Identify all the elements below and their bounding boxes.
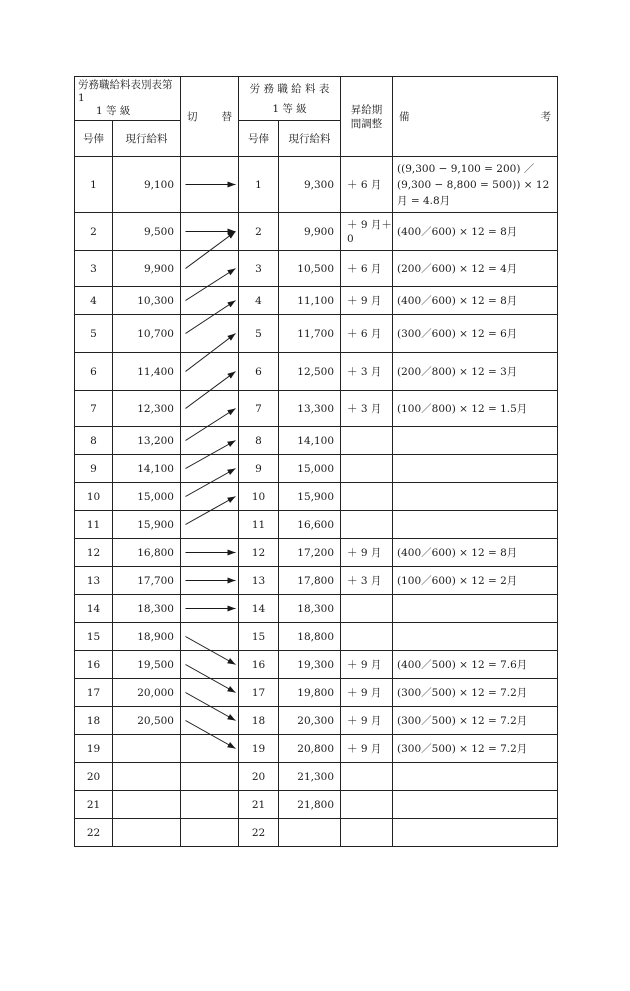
new-pay-cell: 16,600 (279, 511, 341, 539)
note-cell: (400／600) × 12 = 8月 (393, 287, 558, 315)
note-cell (393, 763, 558, 791)
switch-label-right: 替 (221, 111, 232, 123)
new-no-cell: 8 (239, 427, 279, 455)
adjust-cell: ＋ 9 月 (341, 651, 393, 679)
new-pay-cell: 20,800 (279, 735, 341, 763)
old-no-cell: 20 (75, 763, 113, 791)
old-pay-cell (113, 791, 181, 819)
adjust-cell: ＋ 9 月 (341, 735, 393, 763)
new-no-cell: 9 (239, 455, 279, 483)
adjust-cell (341, 623, 393, 651)
adjust-header-line1: 昇給期 (350, 103, 383, 116)
new-pay-cell: 14,100 (279, 427, 341, 455)
old-no-header: 号俸 (75, 121, 113, 157)
old-no-cell: 17 (75, 679, 113, 707)
new-pay-cell: 12,500 (279, 353, 341, 391)
salary-switch-table-container (74, 76, 557, 847)
switch-cell (181, 735, 239, 763)
salary-switch-table (74, 76, 558, 847)
adjust-cell: ＋ 9 月＋0 (341, 213, 393, 251)
switch-cell (181, 819, 239, 847)
new-pay-cell: 11,700 (279, 315, 341, 353)
old-pay-header: 現行給料 (113, 121, 181, 157)
old-no-cell: 12 (75, 539, 113, 567)
new-no-cell: 3 (239, 251, 279, 287)
table-row (75, 623, 558, 651)
adjust-cell (341, 791, 393, 819)
old-pay-cell (113, 735, 181, 763)
old-pay-cell: 11,400 (113, 353, 181, 391)
old-pay-cell: 10,700 (113, 315, 181, 353)
table-row (75, 391, 558, 427)
table-row (75, 707, 558, 735)
adjust-cell: ＋ 9 月 (341, 287, 393, 315)
old-no-cell: 15 (75, 623, 113, 651)
new-pay-cell: 17,800 (279, 567, 341, 595)
old-pay-cell: 14,100 (113, 455, 181, 483)
new-pay-cell: 13,300 (279, 391, 341, 427)
old-pay-cell: 17,700 (113, 567, 181, 595)
old-no-cell: 1 (75, 157, 113, 213)
old-no-cell: 9 (75, 455, 113, 483)
header-row-1 (75, 77, 558, 121)
new-pay-cell (279, 819, 341, 847)
new-no-cell: 22 (239, 819, 279, 847)
new-no-header: 号俸 (239, 121, 279, 157)
remarks-label-left: 備 (399, 111, 410, 123)
table-row (75, 567, 558, 595)
adjust-cell: ＋ 9 月 (341, 679, 393, 707)
new-no-cell: 17 (239, 679, 279, 707)
new-no-cell: 11 (239, 511, 279, 539)
switch-cell (181, 455, 239, 483)
old-no-cell: 13 (75, 567, 113, 595)
old-pay-cell: 18,300 (113, 595, 181, 623)
new-no-cell: 21 (239, 791, 279, 819)
remarks-label-right: 考 (540, 111, 552, 123)
old-no-cell: 14 (75, 595, 113, 623)
old-pay-cell (113, 763, 181, 791)
adjust-cell: ＋ 6 月 (341, 315, 393, 353)
new-no-cell: 6 (239, 353, 279, 391)
note-cell: (300／500) × 12 = 7.2月 (393, 735, 558, 763)
salary-rows (75, 157, 558, 847)
table-row (75, 679, 558, 707)
new-no-cell: 14 (239, 595, 279, 623)
old-no-cell: 21 (75, 791, 113, 819)
new-no-cell: 13 (239, 567, 279, 595)
new-no-cell: 20 (239, 763, 279, 791)
switch-cell (181, 595, 239, 623)
note-cell (393, 427, 558, 455)
new-pay-cell: 21,800 (279, 791, 341, 819)
old-no-cell: 18 (75, 707, 113, 735)
table-row (75, 251, 558, 287)
old-pay-cell: 9,100 (113, 157, 181, 213)
note-cell (393, 819, 558, 847)
adjust-cell (341, 511, 393, 539)
adjust-cell: ＋ 3 月 (341, 391, 393, 427)
new-pay-cell: 20,300 (279, 707, 341, 735)
table-row (75, 287, 558, 315)
switch-cell (181, 213, 239, 251)
new-no-cell: 1 (239, 157, 279, 213)
table-row (75, 427, 558, 455)
table-row (75, 157, 558, 213)
switch-cell (181, 251, 239, 287)
new-table-title-cell (239, 77, 341, 121)
note-cell: (200／800) × 12 = 3月 (393, 353, 558, 391)
table-row (75, 353, 558, 391)
old-pay-cell: 9,500 (113, 213, 181, 251)
new-pay-cell: 19,300 (279, 651, 341, 679)
new-no-cell: 7 (239, 391, 279, 427)
old-pay-cell: 15,000 (113, 483, 181, 511)
new-pay-header: 現行給料 (279, 121, 341, 157)
note-cell (393, 511, 558, 539)
switch-cell (181, 353, 239, 391)
old-pay-cell: 9,900 (113, 251, 181, 287)
note-cell: (100／600) × 12 = 2月 (393, 567, 558, 595)
table-row (75, 651, 558, 679)
table-row (75, 213, 558, 251)
remarks-header (393, 77, 558, 157)
new-no-cell: 4 (239, 287, 279, 315)
table-row (75, 483, 558, 511)
old-table-title: 労務職給料表別表第1 (78, 79, 173, 104)
old-pay-cell: 13,200 (113, 427, 181, 455)
new-no-cell: 12 (239, 539, 279, 567)
old-no-cell: 4 (75, 287, 113, 315)
switch-cell (181, 707, 239, 735)
note-cell: ((9,300 − 9,100 = 200) ／(9,300 − 8,800 = 500)) × 12月 = 4.8月 (393, 157, 558, 213)
new-pay-cell: 9,300 (279, 157, 341, 213)
old-pay-cell: 16,800 (113, 539, 181, 567)
table-row (75, 539, 558, 567)
new-pay-cell: 18,300 (279, 595, 341, 623)
new-no-cell: 10 (239, 483, 279, 511)
switch-cell (181, 315, 239, 353)
old-no-cell: 7 (75, 391, 113, 427)
switch-cell (181, 539, 239, 567)
old-pay-cell: 10,300 (113, 287, 181, 315)
old-no-cell: 3 (75, 251, 113, 287)
new-pay-cell: 15,900 (279, 483, 341, 511)
note-cell: (300／500) × 12 = 7.2月 (393, 679, 558, 707)
adjust-cell: ＋ 9 月 (341, 539, 393, 567)
table-row (75, 511, 558, 539)
table-row (75, 819, 558, 847)
old-no-cell: 19 (75, 735, 113, 763)
table-row (75, 595, 558, 623)
new-pay-cell: 19,800 (279, 679, 341, 707)
adjust-cell: ＋ 9 月 (341, 707, 393, 735)
note-cell: (400／600) × 12 = 8月 (393, 213, 558, 251)
old-no-cell: 5 (75, 315, 113, 353)
note-cell: (300／600) × 12 = 6月 (393, 315, 558, 353)
new-no-cell: 15 (239, 623, 279, 651)
table-row (75, 315, 558, 353)
adjust-cell: ＋ 6 月 (341, 157, 393, 213)
note-cell (393, 791, 558, 819)
switch-header (181, 77, 239, 157)
new-pay-cell: 9,900 (279, 213, 341, 251)
adjust-cell: ＋ 3 月 (341, 353, 393, 391)
adjust-cell: ＋ 6 月 (341, 251, 393, 287)
adjust-header (341, 77, 393, 157)
switch-cell (181, 427, 239, 455)
switch-cell (181, 391, 239, 427)
note-cell: (200／600) × 12 = 4月 (393, 251, 558, 287)
new-pay-cell: 17,200 (279, 539, 341, 567)
switch-cell (181, 679, 239, 707)
new-pay-cell: 21,300 (279, 763, 341, 791)
old-no-cell: 11 (75, 511, 113, 539)
table-row (75, 455, 558, 483)
old-no-cell: 16 (75, 651, 113, 679)
old-no-cell: 2 (75, 213, 113, 251)
adjust-cell: ＋ 3 月 (341, 567, 393, 595)
note-cell: (100／800) × 12 = 1.5月 (393, 391, 558, 427)
adjust-cell (341, 455, 393, 483)
note-cell: (400／600) × 12 = 8月 (393, 539, 558, 567)
switch-cell (181, 623, 239, 651)
table-row (75, 735, 558, 763)
new-pay-cell: 10,500 (279, 251, 341, 287)
old-pay-cell: 19,500 (113, 651, 181, 679)
note-cell (393, 483, 558, 511)
switch-cell (181, 791, 239, 819)
switch-cell (181, 651, 239, 679)
old-table-title-cell (75, 77, 181, 121)
note-cell: (400／500) × 12 = 7.6月 (393, 651, 558, 679)
switch-label-left: 切 (187, 111, 198, 123)
old-pay-cell (113, 819, 181, 847)
old-pay-cell: 12,300 (113, 391, 181, 427)
adjust-cell (341, 427, 393, 455)
new-table-title: 労 務 職 給 料 表 (249, 82, 330, 95)
note-cell (393, 623, 558, 651)
old-no-cell: 22 (75, 819, 113, 847)
switch-cell (181, 763, 239, 791)
new-no-cell: 16 (239, 651, 279, 679)
new-pay-cell: 11,100 (279, 287, 341, 315)
new-no-cell: 18 (239, 707, 279, 735)
switch-cell (181, 567, 239, 595)
old-no-cell: 8 (75, 427, 113, 455)
switch-cell (181, 483, 239, 511)
old-pay-cell: 20,000 (113, 679, 181, 707)
table-row (75, 763, 558, 791)
note-cell: (300／500) × 12 = 7.2月 (393, 707, 558, 735)
table-row (75, 791, 558, 819)
old-grade-label: 1 等 級 (96, 105, 131, 117)
new-grade-label: 1 等 級 (272, 102, 307, 115)
old-pay-cell: 20,500 (113, 707, 181, 735)
switch-cell (181, 511, 239, 539)
adjust-cell (341, 763, 393, 791)
adjust-cell (341, 595, 393, 623)
note-cell (393, 595, 558, 623)
new-no-cell: 5 (239, 315, 279, 353)
new-pay-cell: 15,000 (279, 455, 341, 483)
old-no-cell: 10 (75, 483, 113, 511)
new-no-cell: 2 (239, 213, 279, 251)
note-cell (393, 455, 558, 483)
new-pay-cell: 18,800 (279, 623, 341, 651)
old-pay-cell: 15,900 (113, 511, 181, 539)
adjust-header-line2: 間調整 (350, 117, 383, 130)
switch-cell (181, 157, 239, 213)
old-pay-cell: 18,900 (113, 623, 181, 651)
switch-cell (181, 287, 239, 315)
adjust-cell (341, 819, 393, 847)
old-no-cell: 6 (75, 353, 113, 391)
new-no-cell: 19 (239, 735, 279, 763)
adjust-cell (341, 483, 393, 511)
